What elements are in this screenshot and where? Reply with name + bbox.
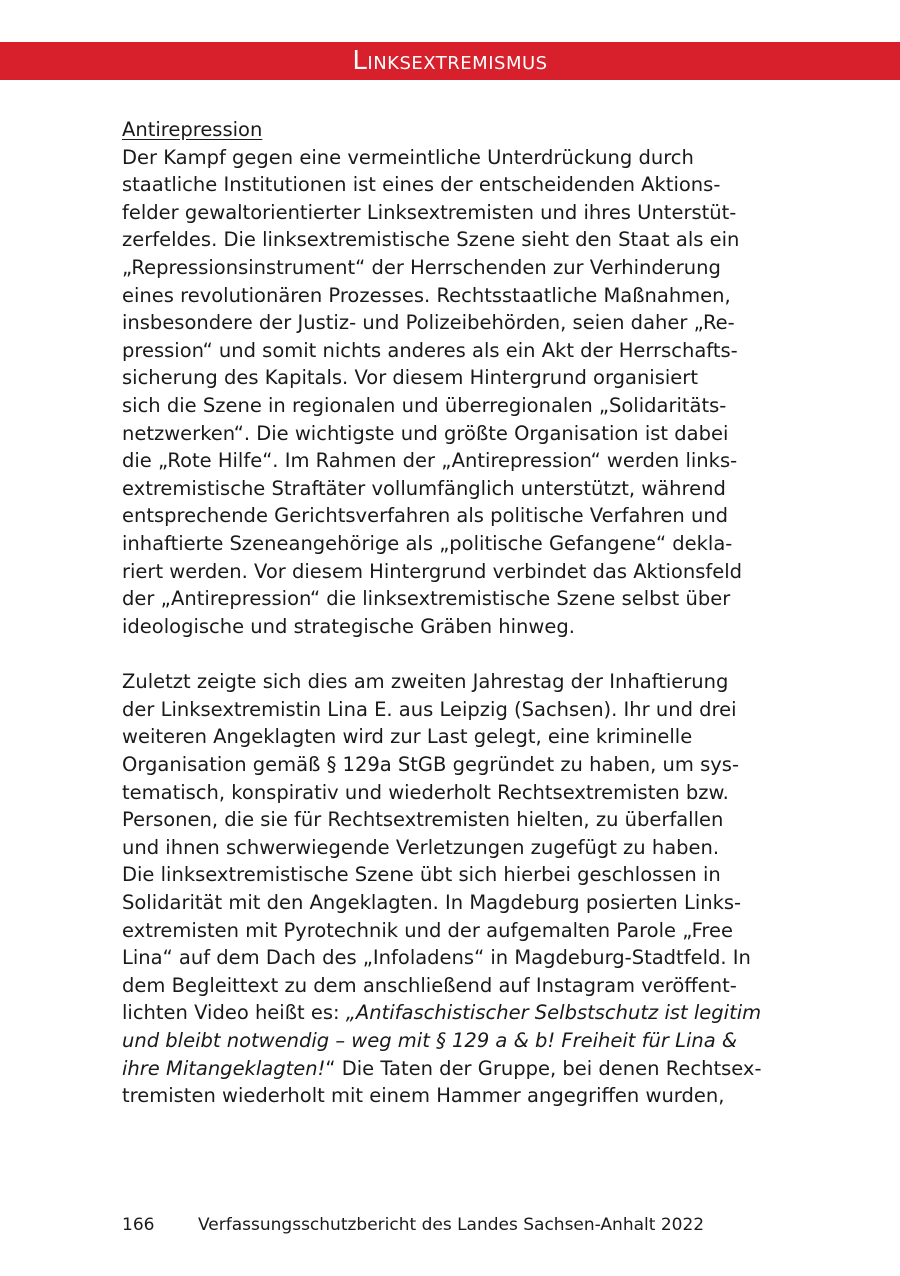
text-line: Personen, die sie für Rechtsextremisten hielten, zu überfallen	[122, 808, 724, 832]
text-line: inhaftierte Szeneangehörige als „politische Gefangene“ dekla-	[122, 531, 733, 555]
text-line: extremistische Straftäter vollumfänglich unterstützt, während	[122, 476, 726, 500]
quote-fragment: ihre Mitangeklagten!	[122, 1056, 326, 1080]
text-line: sicherung des Kapitals. Vor diesem Hintergrund organisiert	[122, 366, 698, 390]
text-line: der „Antirepression“ die linksextremistische Szene selbst über	[122, 587, 731, 611]
text-line: tremisten wiederholt mit einem Hammer angegriffen wurden,	[122, 1084, 725, 1108]
text-line	[122, 1055, 782, 1083]
chapter-title: Linksextremismus	[352, 46, 548, 76]
text-line: „Repressionsinstrument“ der Herrschenden zur Verhinderung	[122, 255, 721, 279]
text-fragment: lichten Video heißt es:	[122, 1001, 346, 1025]
quote-fragment: und bleibt notwendig – weg mit § 129 a & b! Freiheit für Lina &	[122, 1029, 738, 1052]
text-line: staatliche Institutionen ist eines der entscheidenden Aktions-	[122, 173, 721, 197]
paragraph-2	[122, 668, 782, 999]
text-line: extremisten mit Pyrotechnik und der aufgemalten Parole „Free	[122, 918, 734, 942]
text-line: Lina“ auf dem Dach des „Infoladens“ in Magdeburg-Stadtfeld. In	[122, 946, 751, 970]
text-line: ideologische und strategische Gräben hinweg.	[122, 614, 575, 638]
publication-title: Verfassungsschutzbericht des Landes Sachsen-Anhalt 2022	[198, 1215, 705, 1235]
text-line: der Linksextremistin Lina E. aus Leipzig (Sachsen). Ihr und drei	[122, 697, 737, 721]
text-line: die „Rote Hilfe“. Im Rahmen der „Antirepression“ werden links-	[122, 449, 738, 473]
text-line: felder gewaltorientierter Linksextremisten und ihres Unterstüt-	[122, 200, 737, 224]
text-line: zerfeldes. Die linksextremistische Szene sieht den Staat als ein	[122, 228, 740, 252]
page-number: 166	[122, 1215, 155, 1235]
text-line: entsprechende Gerichtsverfahren als politische Verfahren und	[122, 504, 729, 528]
text-line: sich die Szene in regionalen und überregionalen „Solidaritäts-	[122, 393, 727, 417]
text-line: tematisch, konspirativ und wiederholt Rechtsextremisten bzw.	[122, 780, 729, 804]
text-line: netzwerken“. Die wichtigste und größte Organisation ist dabei	[122, 421, 729, 445]
text-line: weiteren Angeklagten wird zur Last gelegt, eine kriminelle	[122, 725, 693, 749]
text-line: eines revolutionären Prozesses. Rechtsstaatliche Maßnahmen,	[122, 283, 731, 307]
text-line: Organisation gemäß § 129a StGB gegründet zu haben, um sys-	[122, 753, 740, 777]
text-line: riert werden. Vor diesem Hintergrund verbindet das Aktionsfeld	[122, 559, 743, 583]
text-line: Zuletzt zeigte sich dies am zweiten Jahrestag der Inhaftierung	[122, 670, 729, 694]
page-content	[122, 116, 782, 1110]
section-heading: Antirepression	[122, 118, 263, 141]
text-line	[122, 1027, 782, 1055]
text-line: pression“ und somit nichts anderes als ein Akt der Herrschafts-	[122, 338, 738, 362]
quote-fragment: „Antifaschistischer Selbstschutz ist legitim	[345, 1001, 762, 1025]
text-line	[122, 999, 782, 1027]
text-fragment: “ Die Taten der Gruppe, bei denen Rechtsex-	[325, 1056, 762, 1080]
paragraph-1	[122, 144, 782, 641]
text-line: dem Begleittext zu dem anschließend auf Instagram veröffent-	[122, 973, 737, 997]
paragraph-spacer	[122, 640, 782, 668]
text-line: Die linksextremistische Szene übt sich hierbei geschlossen in	[122, 863, 721, 887]
text-line: insbesondere der Justiz- und Polizeibehörden, seien daher „Re-	[122, 311, 735, 335]
text-line: Solidarität mit den Angeklagten. In Magdeburg posierten Links-	[122, 891, 742, 915]
page-footer	[122, 1214, 704, 1236]
header-bar	[0, 42, 900, 80]
text-line: und ihnen schwerwiegende Verletzungen zugefügt zu haben.	[122, 835, 720, 859]
text-line: Der Kampf gegen eine vermeintliche Unterdrückung durch	[122, 145, 694, 169]
